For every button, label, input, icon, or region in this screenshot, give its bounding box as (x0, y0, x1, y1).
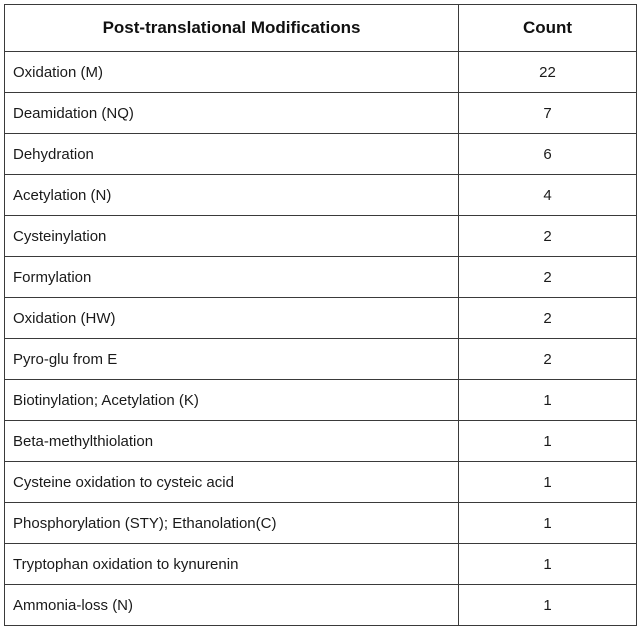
table-row (5, 216, 637, 257)
table-row (5, 134, 637, 175)
modification-cell: Tryptophan oxidation to kynurenin (5, 544, 459, 585)
modification-cell: Pyro-glu from E (5, 339, 459, 380)
table-row (5, 257, 637, 298)
count-cell: 1 (459, 503, 637, 544)
modification-cell: Cysteinylation (5, 216, 459, 257)
table-row (5, 298, 637, 339)
table-row (5, 93, 637, 134)
table-row (5, 503, 637, 544)
count-cell: 1 (459, 421, 637, 462)
ptm-table-container (4, 4, 636, 626)
count-cell: 1 (459, 380, 637, 421)
table-header-row (5, 5, 637, 52)
modification-cell: Ammonia-loss (N) (5, 585, 459, 626)
count-cell: 2 (459, 339, 637, 380)
modification-cell: Dehydration (5, 134, 459, 175)
ptm-table (4, 4, 637, 626)
table-row (5, 421, 637, 462)
modification-cell: Oxidation (M) (5, 52, 459, 93)
table-row (5, 339, 637, 380)
count-cell: 6 (459, 134, 637, 175)
count-cell: 4 (459, 175, 637, 216)
modification-cell: Acetylation (N) (5, 175, 459, 216)
modification-cell: Biotinylation; Acetylation (K) (5, 380, 459, 421)
count-cell: 2 (459, 257, 637, 298)
table-row (5, 544, 637, 585)
header-count: Count (459, 5, 637, 52)
modification-cell: Phosphorylation (STY); Ethanolation(C) (5, 503, 459, 544)
count-cell: 1 (459, 462, 637, 503)
modification-cell: Deamidation (NQ) (5, 93, 459, 134)
table-row (5, 585, 637, 626)
header-modification: Post-translational Modifications (5, 5, 459, 52)
table-row (5, 175, 637, 216)
table-row (5, 462, 637, 503)
modification-cell: Beta-methylthiolation (5, 421, 459, 462)
table-row (5, 380, 637, 421)
modification-cell: Oxidation (HW) (5, 298, 459, 339)
count-cell: 7 (459, 93, 637, 134)
count-cell: 2 (459, 216, 637, 257)
count-cell: 2 (459, 298, 637, 339)
count-cell: 1 (459, 585, 637, 626)
modification-cell: Formylation (5, 257, 459, 298)
table-row (5, 52, 637, 93)
count-cell: 22 (459, 52, 637, 93)
count-cell: 1 (459, 544, 637, 585)
modification-cell: Cysteine oxidation to cysteic acid (5, 462, 459, 503)
